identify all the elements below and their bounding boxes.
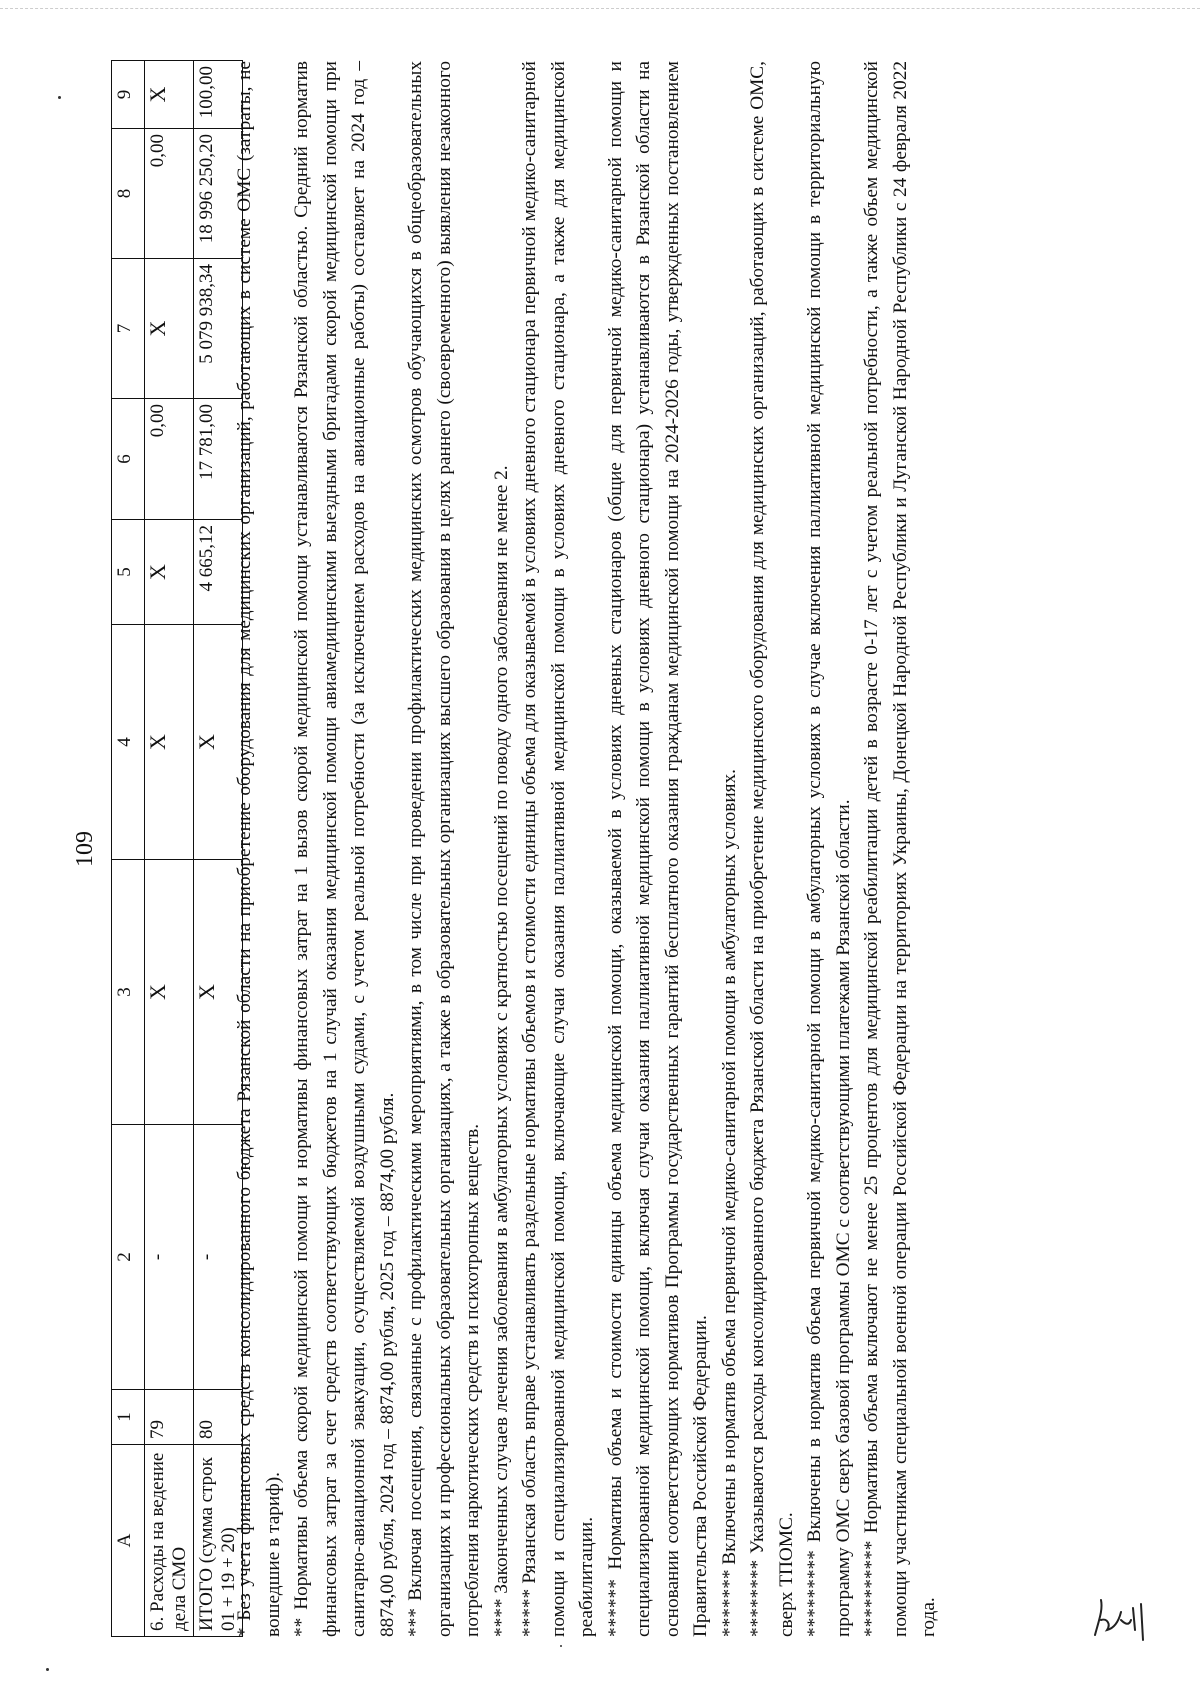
table-cell: X <box>194 860 243 1125</box>
row-code-cell: 79 <box>145 1390 194 1445</box>
footnote: ***** Рязанская область вправе устанавливать раздельные нормативы объемов и стоимости единицы объема для оказываемой в условиях дневного стационара первичной медико-санитарной помощи и специализированной медицинской помощи, включающие случаи оказания паллиативной медицинской помощи в условиях дневного стационара, а также для медицинской реабилитации. <box>519 61 597 1637</box>
table-cell: - <box>145 1125 194 1390</box>
header-cell: 4 <box>112 625 145 860</box>
header-cell: 3 <box>112 860 145 1125</box>
table-cell: 0,00 <box>145 399 194 520</box>
table-cell: X <box>145 860 194 1125</box>
footnote: **** Законченных случаев лечения заболевания в амбулаторных условиях с кратностью посещений по поводу одного заболевания не менее 2. <box>490 465 512 1637</box>
table-cell: X <box>145 520 194 625</box>
footnote: ********** Нормативы объема включают не менее 25 процентов для медицинской реабилитации детей в возрасте 0-17 лет с учетом реальной потребности, а также объем медицинской помощи участникам специальной военной операции Российской Федерации на территориях Украины, Донецкой Народной Республики и Луганской Народной Республики с 24 февраля 2022 года. <box>861 61 939 1637</box>
header-cell: 6 <box>112 399 145 520</box>
scan-edge-line <box>0 8 1200 19</box>
financing-table <box>111 60 243 1637</box>
row-label-cell: ИТОГО (сумма строк 01 + 19 + 20) <box>194 1445 243 1637</box>
footnote: ********* Включены в норматив объема первичной медико-санитарной помощи в амбулаторных условиях в случае включения паллиативной медицинской помощи в территориальную программу ОМС сверх базовой программы ОМС с соответствующими платежами Рязанской области. <box>804 61 854 1637</box>
header-cell: 7 <box>112 259 145 399</box>
table-cell: 18 996 250,20 <box>194 129 243 259</box>
table-cell: 0,00 <box>145 129 194 259</box>
scan-speck <box>46 1668 49 1671</box>
header-cell: 9 <box>112 61 145 129</box>
table-cell: 4 665,12 <box>194 520 243 625</box>
table-header-row <box>112 61 145 1637</box>
table-cell: 17 781,00 <box>194 399 243 520</box>
row-code-cell: 80 <box>194 1390 243 1445</box>
header-cell: А <box>112 1445 145 1637</box>
table-cell: 100,00 <box>194 61 243 129</box>
header-cell: 5 <box>112 520 145 625</box>
footnote: ** Нормативы объема скорой медицинской помощи и нормативы финансовых затрат на 1 вызов скорой медицинской помощи устанавливаются Рязанской областью. Средний норматив финансовых затрат за счет средств соответствующих бюджетов на 1 случай оказания медицинской помощи авиамедицинскими выездными бригадами скорой медицинской помощи при санитарно-авиационной эвакуации, осуществляемой воздушными судами, с учетом реальной потребности (за исключением расходов на авиационные работы) составляет на 2024 год – 8874,00 рубля, 2024 год – 8874,00 рубля, 2025 год – 8874,00 рубля. <box>291 61 398 1637</box>
scan-speck <box>560 1645 562 1647</box>
scan-speck <box>58 96 61 99</box>
table-cell: X <box>194 625 243 860</box>
header-cell: 8 <box>112 129 145 259</box>
table-cell: X <box>145 625 194 860</box>
footnote: *** Включая посещения, связанные с профилактическими мероприятиями, в том числе при проведении профилактических медицинских осмотров обучающихся в общеобразовательных организациях и профессиональных образовательных организациях, а также в образовательных организациях высшего образования в целях раннего (своевременного) выявления незаконного потребления наркотических средств и психотропных веществ. <box>405 61 483 1637</box>
header-cell: 1 <box>112 1390 145 1445</box>
table-row <box>145 61 194 1637</box>
table-cell: X <box>145 61 194 129</box>
footnotes <box>231 61 944 1637</box>
rotated-document-page <box>65 61 1135 1637</box>
page-number: 109 <box>72 831 98 867</box>
table-cell: X <box>145 259 194 399</box>
table-cell: - <box>194 1125 243 1390</box>
row-label-cell: 6. Расходы на ведение дела СМО <box>145 1445 194 1637</box>
footnote: ******* Включены в норматив объема первичной медико-санитарной помощи в амбулаторных условиях. <box>718 769 740 1637</box>
footnote: ****** Нормативы объема и стоимости единицы объема медицинской помощи, оказываемой в условиях дневных стационаров (общие для первичной медико-санитарной помощи и специализированной медицинской помощи, включая случаи оказания паллиативной медицинской помощи в условиях дневного стационара) устанавливаются в Рязанской области на основании соответствующих нормативов Программы государственных гарантий бесплатного оказания гражданам медицинской помощи на 2024-2026 годы, утвержденных постановлением Правительства Российской Федерации. <box>604 61 711 1637</box>
footnote: ******** Указываются расходы консолидированного бюджета Рязанской области на приобретение медицинского оборудования для медицинских организаций, работающих в системе ОМС, сверх ТПОМС. <box>747 61 797 1637</box>
header-cell: 2 <box>112 1125 145 1390</box>
table-cell: 5 079 938,34 <box>194 259 243 399</box>
footnote: * Без учета финансовых средств консолидированного бюджета Рязанской области на приобретение оборудования для медицинских организаций, работающих в системе ОМС (затраты, не вошедшие в тариф). <box>234 61 284 1637</box>
